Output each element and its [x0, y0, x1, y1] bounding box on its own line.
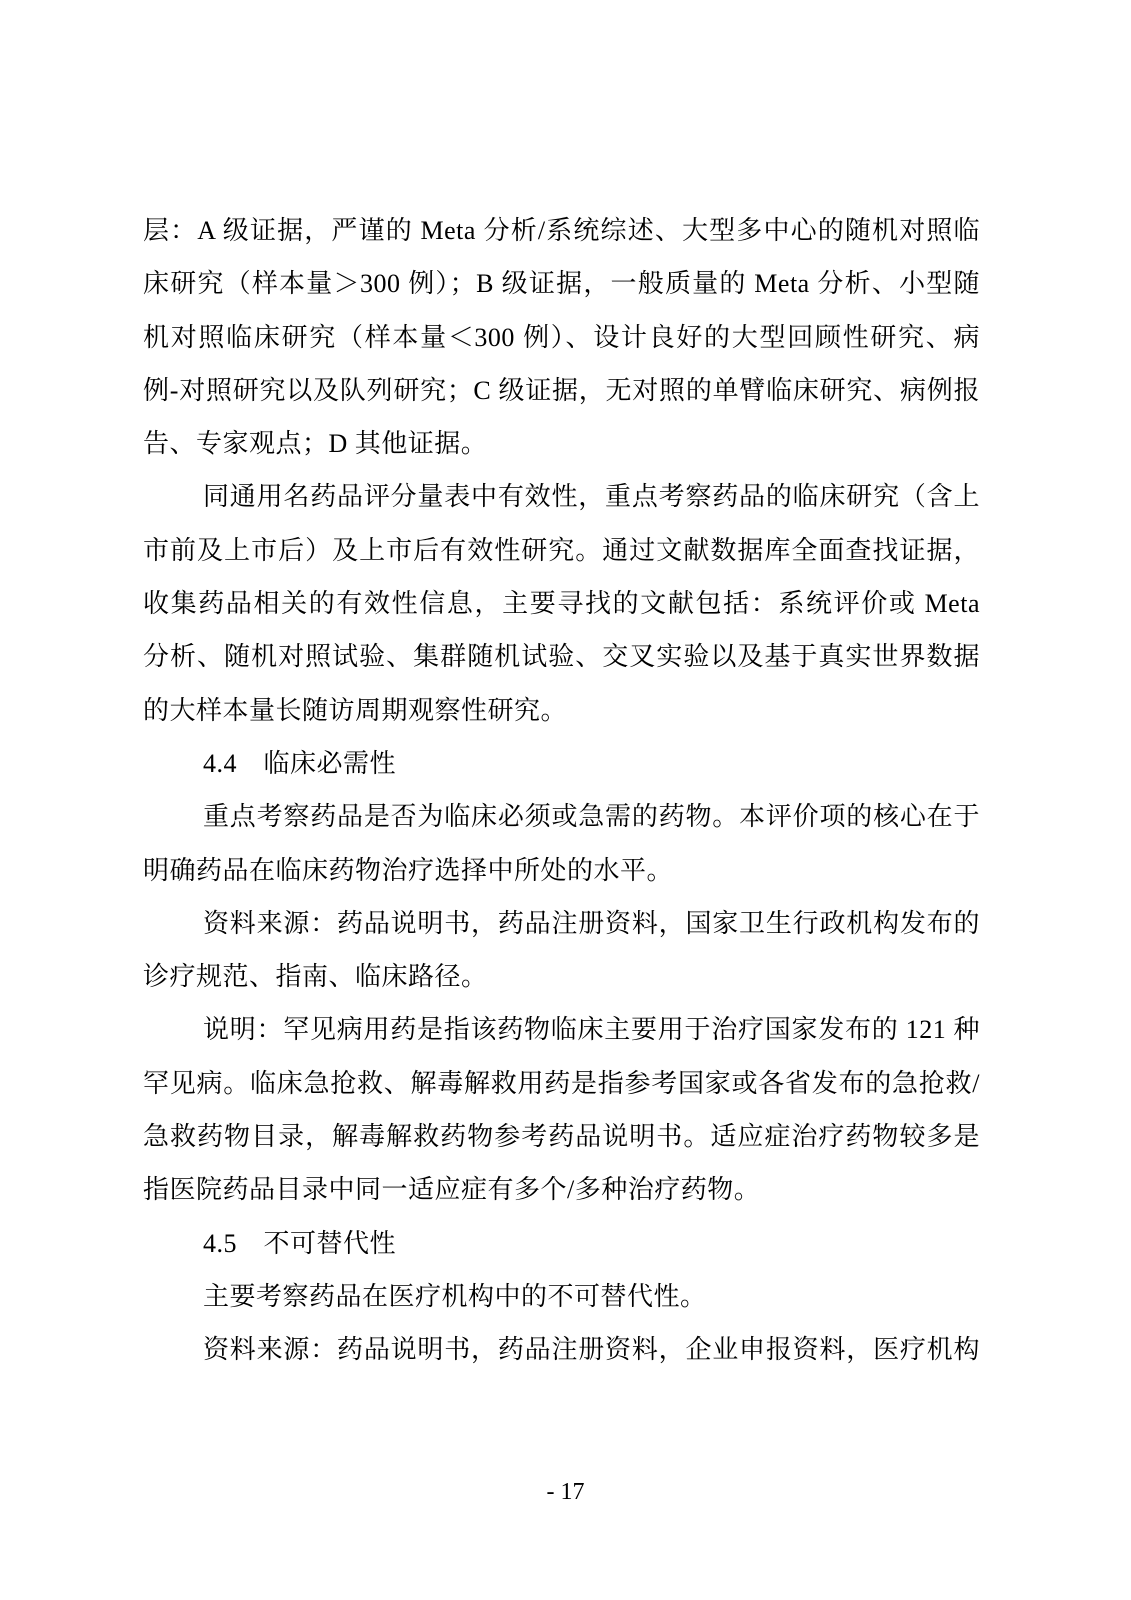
text-line: 明确药品在临床药物治疗选择中所处的水平。	[143, 855, 674, 885]
text-line: 主要考察药品在医疗机构中的不可替代性。	[203, 1281, 707, 1311]
text-line: 分析、随机对照试验、集群随机试验、交叉实验以及基于真实世界数据	[143, 642, 980, 672]
text-line: 诊疗规范、指南、临床路径。	[143, 962, 488, 992]
text-line: 机对照临床研究（样本量＜300 例）、设计良好的大型回顾性研究、病	[143, 322, 980, 352]
text-line: 例-对照研究以及队列研究；C 级证据，无对照的单臂临床研究、病例报	[143, 375, 980, 405]
text-line: 罕见病。临床急抢救、解毒解救用药是指参考国家或各省发布的急抢救/	[143, 1068, 980, 1098]
text-line: 重点考察药品是否为临床必须或急需的药物。本评价项的核心在于	[203, 802, 980, 832]
text-line: 层：A 级证据，严谨的 Meta 分析/系统综述、大型多中心的随机对照临	[143, 216, 980, 245]
text-line: 市前及上市后）及上市后有效性研究。通过文献数据库全面查找证据，	[143, 535, 980, 565]
text-line: 资料来源：药品说明书，药品注册资料，国家卫生行政机构发布的	[203, 908, 980, 938]
page-number: - 17	[546, 1479, 585, 1505]
text-line: 指医院药品目录中同一适应症有多个/多种治疗药物。	[143, 1175, 761, 1205]
text-line: 说明：罕见病用药是指该药物临床主要用于治疗国家发布的 121 种	[203, 1015, 980, 1045]
text-line: 同通用名药品评分量表中有效性，重点考察药品的临床研究（含上	[203, 482, 980, 512]
text-line: 告、专家观点；D 其他证据。	[143, 429, 488, 459]
text-line: 床研究（样本量＞300 例）；B 级证据，一般质量的 Meta 分析、小型随	[143, 269, 980, 299]
text-line: 收集药品相关的有效性信息，主要寻找的文献包括：系统评价或 Meta	[143, 589, 980, 619]
section-heading: 4.4 临床必需性	[203, 748, 397, 778]
text-line: 急救药物目录，解毒解救药物参考药品说明书。适应症治疗药物较多是	[143, 1122, 980, 1152]
text-line: 的大样本量长随访周期观察性研究。	[143, 695, 568, 725]
section-heading: 4.5 不可替代性	[203, 1228, 397, 1258]
document-body	[143, 204, 980, 1377]
text-line: 资料来源：药品说明书，药品注册资料，企业申报资料，医疗机构	[203, 1335, 980, 1365]
